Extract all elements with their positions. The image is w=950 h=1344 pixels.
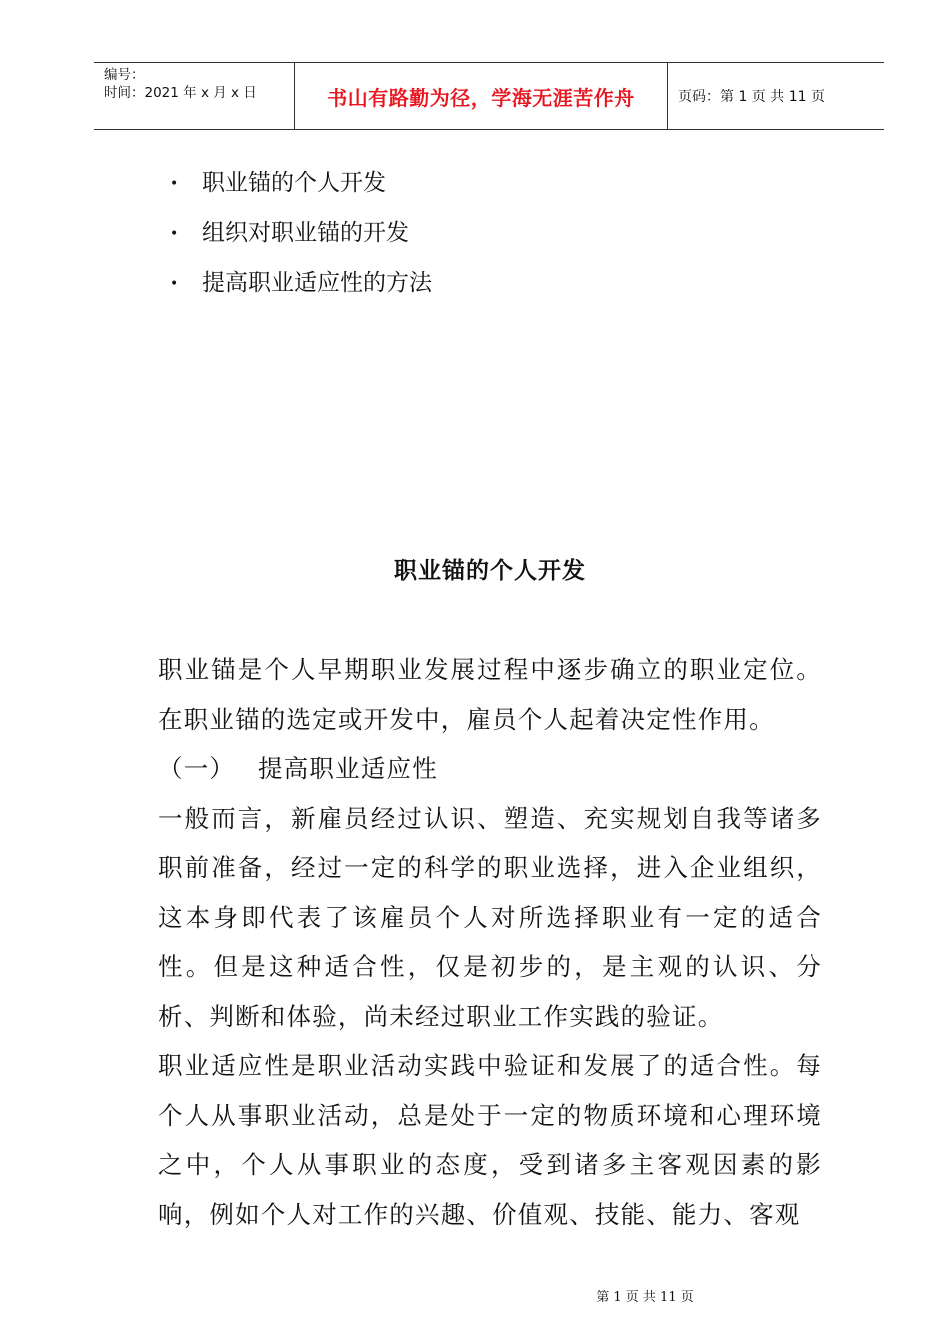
page-footer: 第 1 页 共 11 页: [596, 1290, 694, 1305]
bullet-icon: •: [170, 226, 179, 242]
outline-item-text: 提高职业适应性的方法: [202, 270, 432, 296]
paragraph: 职业锚是个人早期职业发展过程中逐步确立的职业定位。在职业锚的选定或开发中，雇员个人起着决定性作用。: [158, 655, 822, 734]
bullet-icon: •: [170, 276, 179, 292]
subheading: [158, 744, 822, 794]
outline-item-text: 职业锚的个人开发: [202, 170, 386, 196]
paragraph: 职业适应性是职业活动实践中验证和发展了的适合性。每个人从事职业活动，总是处于一定的物质环境和心理环境之中，个人从事职业的态度，受到诸多主客观因素的影响，例如个人对工作的兴趣、价值观、技能、能力、客观: [158, 1051, 822, 1229]
outline-item: [170, 210, 432, 260]
time-label: 时间：2021 年 x 月 x 日: [104, 85, 257, 101]
section-title: 职业锚的个人开发: [394, 557, 586, 584]
subheading-number: （一）: [158, 754, 236, 783]
outline-item-text: 组织对职业锚的开发: [202, 220, 409, 246]
paragraph: 一般而言，新雇员经过认识、塑造、充实规划自我等诸多职前准备，经过一定的科学的职业选择，进入企业组织，这本身即代表了该雇员个人对所选择职业有一定的适合性。但是这种适合性，仅是初步的，是主观的认识、分析、判断和体验，尚未经过职业工作实践的验证。: [158, 803, 822, 1031]
serial-number-label: 编号：: [104, 67, 145, 83]
header-meta: [94, 63, 295, 129]
header-page-info-cell: [668, 63, 884, 129]
outline-list: [170, 160, 432, 310]
page-header: [94, 62, 884, 130]
subheading-text: 提高职业适应性: [258, 754, 438, 783]
bullet-icon: •: [170, 176, 179, 192]
outline-item: [170, 260, 432, 310]
outline-item: [170, 160, 432, 210]
header-motto-cell: [295, 63, 668, 129]
header-page-info: 页码：第 1 页 共 11 页: [678, 89, 825, 105]
header-motto: 书山有路勤为径，学海无涯苦作舟: [327, 85, 635, 110]
body-text: [158, 645, 822, 1239]
